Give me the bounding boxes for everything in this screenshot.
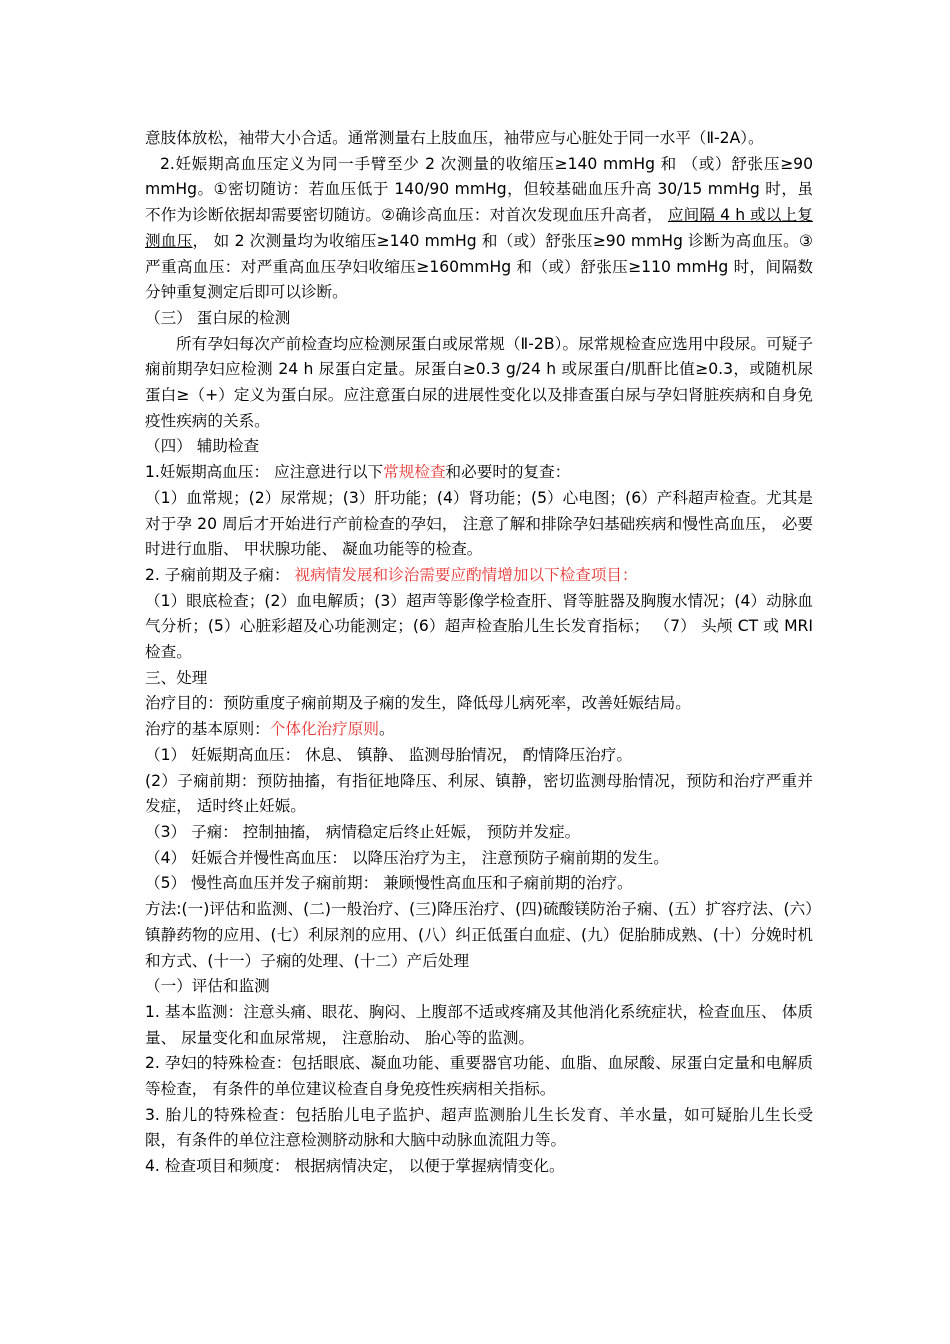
paragraph-exam-preeclampsia [145,563,813,589]
heading-assessment-monitoring: （一）评估和监测 [145,977,270,996]
underlined-recheck-interval: 应间隔 4 h 或以上复测血压 [145,206,813,250]
paragraph-proteinuria: 所有孕妇每次产前检查均应检测尿蛋白或尿常规（Ⅱ-2B）。尿常规检查应选用中段尿。可疑子痫前期孕妇应检测 24 h 尿蛋白定量。尿蛋白≥0.3 g/24 h 或尿蛋白/肌酐比值≥0.3，或随机尿蛋白≥（+）定义为蛋白尿。应注意蛋白尿的进展性变化以及排查蛋白尿与孕妇肾脏疾病和自身免疫性疾病的关系。 [145,334,813,430]
list-item-treatment-1: （1） 妊娠期高血压： 休息、 镇静、 监测母胎情况， 酌情降压治疗。 [145,745,632,764]
paragraph-gestational-hypertension-definition [145,152,813,306]
list-item-treatment-5: （5） 慢性高血压并发子痫前期： 兼顾慢性高血压和子痫前期的治疗。 [145,874,633,893]
list-item-treatment-4: （4） 妊娠合并慢性高血压： 以降压治疗为主， 注意预防子痫前期的发生。 [145,848,669,867]
list-item-treatment-3: （3） 子痫： 控制抽搐， 病情稳定后终止妊娠， 预防并发症。 [145,822,581,841]
paragraph-treatment-goal: 治疗目的：预防重度子痫前期及子痫的发生，降低母儿病死率，改善妊娠结局。 [145,694,691,713]
heading-proteinuria: （三） 蛋白尿的检测 [145,308,291,327]
highlight-routine-exam: 常规检查 [383,463,446,482]
definition-text: 2.妊娠期高血压定义为同一手臂至少 2 次测量的收缩压≥140 mmHg 和 （或）舒张压≥90 mmHg。①密切随访：若血压低于 140/90 mmHg，但较基础血压升高 30/15 mmHg 时，虽不作为诊断依据却需要密切随访。②确诊高血压：对首次发现血压升高者， [145,154,813,225]
paragraph-routine-exam-list: （1）血常规；(2）尿常规；(3）肝功能；(4）肾功能；(5）心电图；(6）产科超声检查。尤其是对于孕 20 周后才开始进行产前检查的孕妇， 注意了解和排除孕妇基础疾病和慢性高血压， 必要时进行血脂、 甲状腺功能、 凝血功能等的检查。 [145,488,813,559]
heading-auxiliary-exam: （四） 辅助检查 [145,437,260,456]
paragraph-exam-gestational [145,460,813,486]
list-item-monitoring-1: 1. 基本监测：注意头痛、眼花、胸闷、上腹部不适或疼痛及其他消化系统症状，检查血压、 体质量、 尿量变化和血尿常规， 注意胎动、 胎心等的监测。 [145,1002,813,1047]
principle-label: 治疗的基本原则： [145,720,270,739]
definition-text-end: ， 如 2 次测量均为收缩压≥140 mmHg 和（或）舒张压≥90 mmHg 诊断为高血压。③严重高血压：对严重高血压孕妇收缩压≥160mmHg 和（或）舒张压≥110 mmHg 时，间隔数分钟重复测定后即可以诊断。 [145,231,813,302]
document-body [145,126,813,1180]
exam-intro-text: 1.妊娠期高血压： 应注意进行以下 [145,463,384,482]
list-item-treatment-2: (2）子痫前期：预防抽搐，有指征地降压、利尿、镇静，密切监测母胎情况，预防和治疗严重并发症， 适时终止妊娠。 [145,771,813,816]
paragraph-bp-measurement-end: 意肢体放松，袖带大小合适。通常测量右上肢血压，袖带应与心脏处于同一水平（Ⅱ-2A）。 [145,129,764,147]
highlight-individualized-principle: 个体化治疗原则 [269,720,379,739]
list-item-monitoring-2: 2. 孕妇的特殊检查：包括眼底、凝血功能、重要器官功能、血脂、血尿酸、尿蛋白定量和电解质等检查， 有条件的单位建议检查自身免疫性疾病相关指标。 [145,1054,813,1099]
highlight-additional-exam: 视病情发展和诊治需要应酌情增加以下检查项目： [294,565,638,584]
list-item-monitoring-4: 4. 检查项目和频度： 根据病情决定， 以便于掌握病情变化。 [145,1157,565,1176]
principle-end: 。 [378,720,395,739]
preeclampsia-exam-label: 2. 子痫前期及子痫： [145,565,295,584]
paragraph-additional-exam-list: （1）眼底检查；(2）血电解质；(3）超声等影像学检查肝、肾等脏器及胸腹水情况；(4）动脉血气分析；(5）心脏彩超及心功能测定；(6）超声检查胎儿生长发育指标； （7） 头颅 CT 或 MRI 检查。 [145,591,813,662]
paragraph-treatment-principle [145,717,813,743]
list-item-monitoring-3: 3. 胎儿的特殊检查：包括胎儿电子监护、超声监测胎儿生长发育、羊水量，如可疑胎儿生长受限，有条件的单位注意检测脐动脉和大脑中动脉血流阻力等。 [145,1105,813,1150]
paragraph-methods: 方法:(一)评估和监测、(二)一般治疗、(三)降压治疗、(四)硫酸镁防治子痫、(五）扩容疗法、(六）镇静药物的应用、(七）利尿剂的应用、(八）纠正低蛋白血症、(九）促胎肺成熟、(十）分娩时机和方式、(十一）子痫的处理、(十二）产后处理 [145,900,813,970]
heading-treatment: 三、处理 [145,668,208,687]
exam-intro-end: 和必要时的复查： [445,463,571,482]
